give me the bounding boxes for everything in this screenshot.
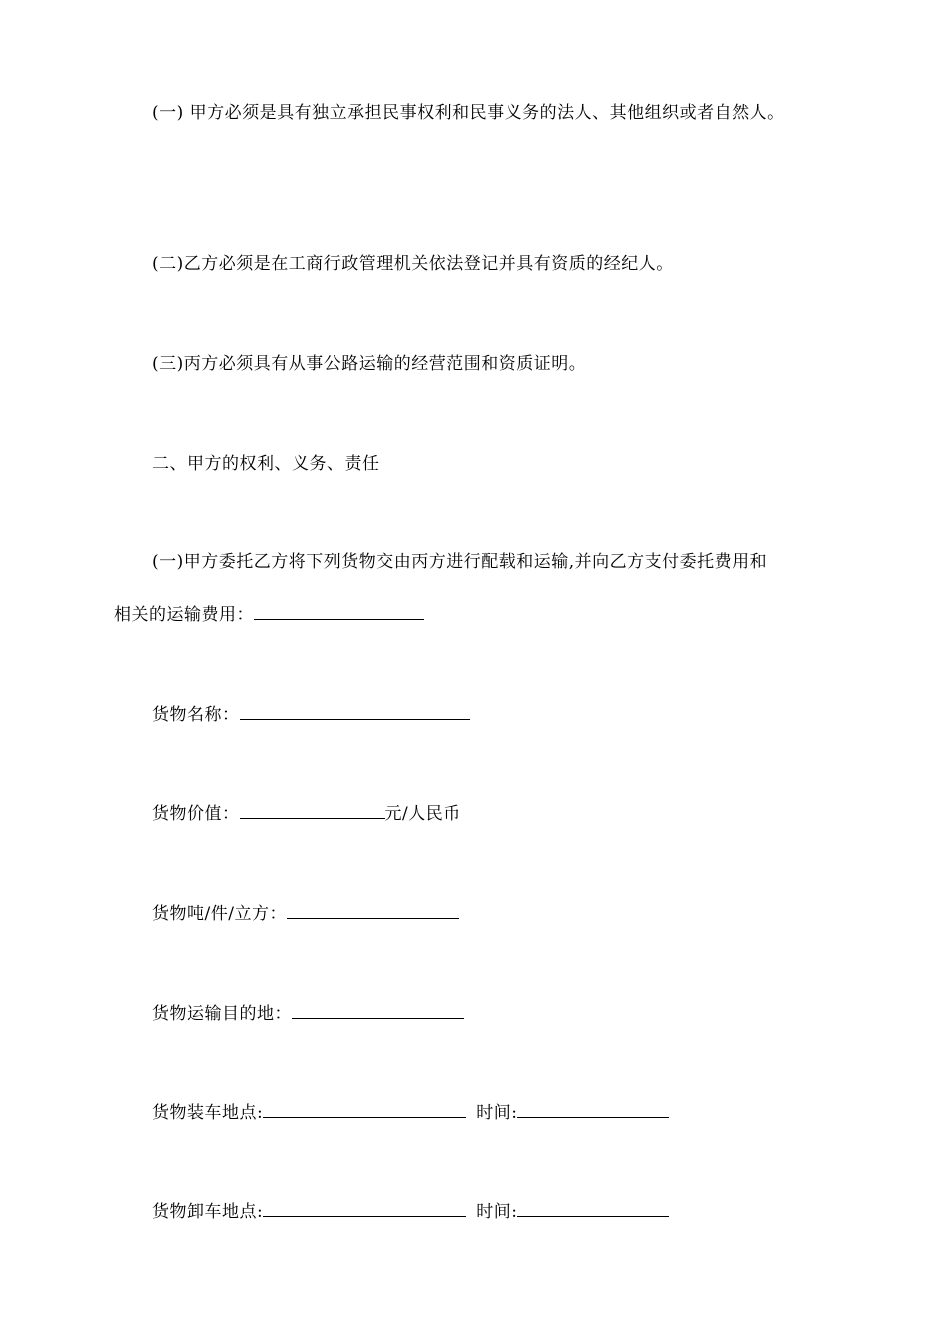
cargo-quantity-blank <box>287 900 459 919</box>
transport-fee-label: 相关的运输费用： <box>114 605 254 625</box>
clause-3: (三)丙方必须具有从事公路运输的经营范围和资质证明。 <box>152 354 587 374</box>
cargo-value-blank <box>240 800 385 819</box>
cargo-name-row <box>152 701 470 727</box>
cargo-value-row <box>152 800 461 826</box>
clause-2: (二)乙方必须是在工商行政管理机关依法登记并具有资质的经纪人。 <box>152 254 674 274</box>
loading-row <box>152 1099 669 1125</box>
cargo-destination-row <box>152 1000 464 1026</box>
clause-4-line-2 <box>114 601 424 627</box>
cargo-name-label: 货物名称： <box>152 705 240 725</box>
loading-place-blank <box>263 1099 466 1118</box>
loading-place-label: 货物装车地点: <box>152 1103 264 1123</box>
cargo-value-unit: 元/人民币 <box>384 804 461 824</box>
cargo-quantity-row <box>152 900 459 926</box>
section-heading-2: 二、甲方的权利、义务、责任 <box>152 454 380 474</box>
loading-time-label: 时间: <box>476 1103 518 1123</box>
unloading-row <box>152 1198 669 1224</box>
unloading-place-blank <box>263 1198 466 1217</box>
cargo-destination-blank <box>292 1000 464 1019</box>
unloading-place-label: 货物卸车地点: <box>152 1202 264 1222</box>
loading-time-blank <box>517 1099 669 1118</box>
transport-fee-blank <box>254 601 424 620</box>
clause-4-line-1: (一)甲方委托乙方将下列货物交由丙方进行配载和运输,并向乙方支付委托费用和 <box>152 552 768 572</box>
cargo-name-blank <box>240 701 470 720</box>
unloading-time-blank <box>517 1198 669 1217</box>
cargo-value-label: 货物价值： <box>152 804 240 824</box>
unloading-time-label: 时间: <box>476 1202 518 1222</box>
clause-1: (一) 甲方必须是具有独立承担民事权利和民事义务的法人、其他组织或者自然人。 <box>152 103 785 123</box>
cargo-destination-label: 货物运输目的地： <box>152 1004 292 1024</box>
cargo-quantity-label: 货物吨/件/立方： <box>152 904 287 924</box>
